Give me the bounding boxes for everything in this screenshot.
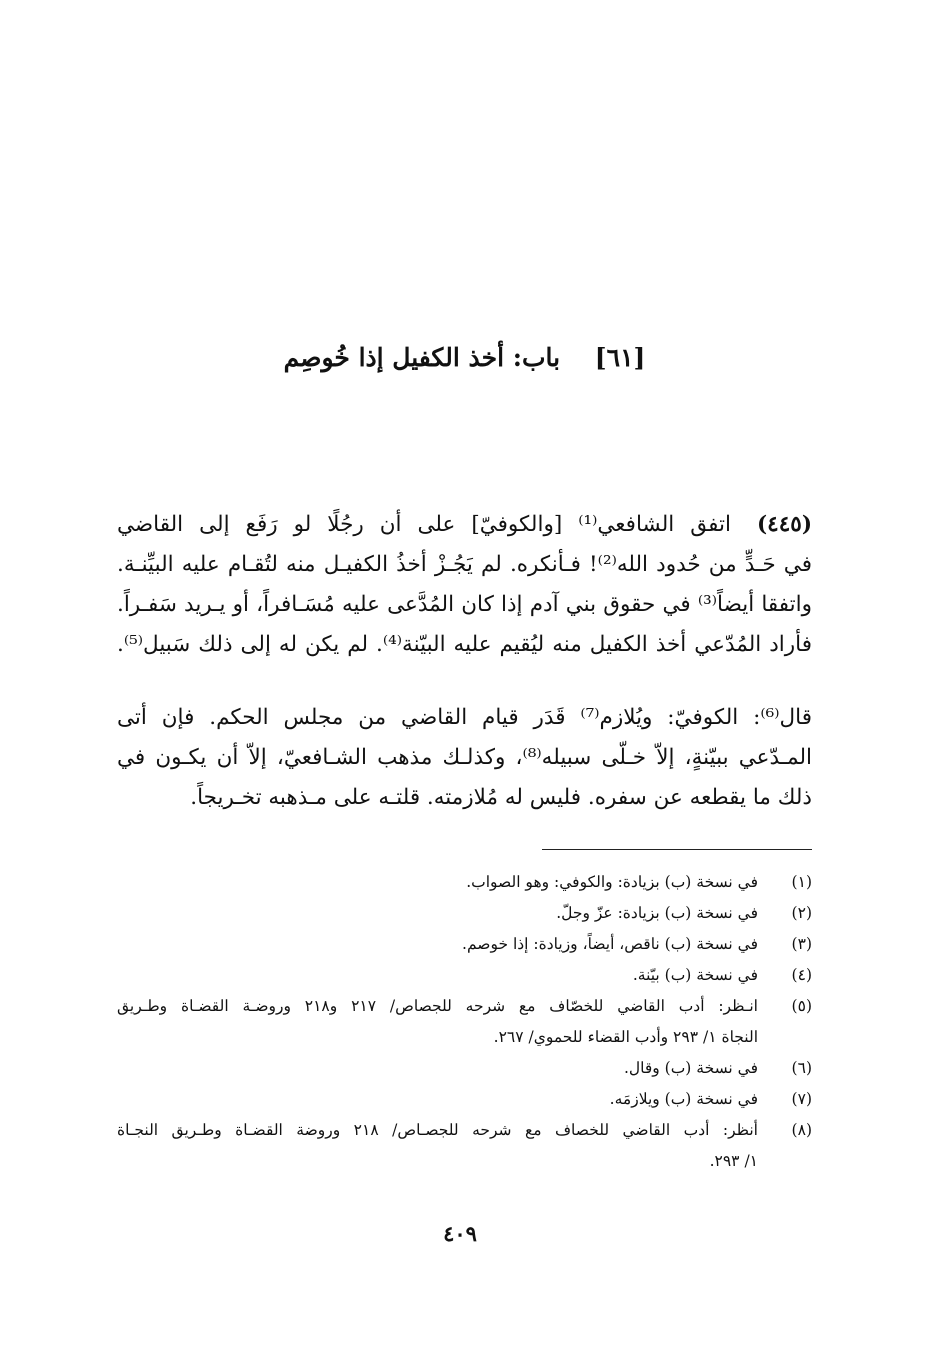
text-line: ذلك ما يقطعه عن سفره. فليس له مُلازمته. قلتـه على مـذهبه تخـريجاً. [190, 785, 812, 810]
text-line: قال⁽⁶⁾: الكوفيّ: ويُلازم⁽⁷⁾ قَدَر قيام القاضي من مجلس الحكم. فإن أتى [117, 705, 812, 730]
footnote-text: ١/ ٢٩٣. [709, 1152, 758, 1170]
footnote-text: في نسخة (ب) ويلازمَه. [609, 1090, 758, 1108]
footnote [117, 1115, 812, 1177]
issue-number: (٤٤٥) [756, 512, 812, 537]
line-text: اتفق الشافعي⁽¹⁾ [والكوفيّ] على أن رجُلًا لو رَفَع إلى القاضي [117, 512, 731, 537]
footnote [117, 1053, 812, 1084]
footnote-number: (٨) [791, 1121, 812, 1139]
chapter-title: باب: أخذ الكفيل إذا خُوصِم [283, 343, 561, 372]
text-line: فأراد المُدّعي أخذ الكفيل منه ليُقيم عليه البيّنة⁽⁴⁾. لم يكن له إلى ذلك سَبيل⁽⁵⁾. [117, 632, 812, 657]
text-line [117, 505, 812, 545]
chapter-number: [٦١] [594, 343, 646, 372]
body-paragraph-1 [117, 505, 812, 665]
text-line: في حَـدٍّ من حُدود الله⁽²⁾! فـأنكره. لم يَجُـزْ أخذُ الكفيـل منه لتُقـام عليه البيِّنـة. [117, 552, 812, 577]
footnote-text: في نسخة (ب) بيّنة. [632, 966, 758, 984]
body-paragraph-2 [117, 698, 812, 818]
footnote-text: في نسخة (ب) بزيادة: عزّ وجلّ. [556, 904, 758, 922]
footnote-number: (٣) [791, 935, 812, 953]
footnote-text: النجاة ١/ ٢٩٣ وأدب القضاء للحموي/ ٢٦٧. [493, 1028, 758, 1046]
page-number: ٤٠٩ [443, 1221, 477, 1246]
chapter-heading [200, 338, 729, 378]
footnote-text: انـظر: أدب القاضي للخصّاف مع شرحه للجصاص/ ٢١٧ و٢١٨ وروضـة القضـاة وطـريق [117, 997, 758, 1015]
footnote-text: في نسخة (ب) وقال. [623, 1059, 758, 1077]
footnote [117, 991, 812, 1053]
footnote-number: (٧) [791, 1090, 812, 1108]
text-line: واتفقا أيضاً⁽³⁾ في حقوق بني آدم إذا كان المُدَّعى عليه مُسَـافراً، أو يـريد سَفـراً. [117, 592, 812, 617]
footnote-text: في نسخة (ب) بزيادة: والكوفي: وهو الصواب. [466, 873, 758, 891]
footnote [117, 1084, 812, 1115]
footnote [117, 898, 812, 929]
footnotes [117, 867, 812, 1177]
footnote-number: (٥) [791, 997, 812, 1015]
footnote [117, 960, 812, 991]
footnote-number: (٤) [791, 966, 812, 984]
text-line: المـدّعي ببيّنةٍ، إلاّ خـلّى سبيله⁽⁸⁾، وكذلـك مذهب الشـافعيّ، إلاّ أن يكـون في [117, 745, 812, 770]
footnote-number: (١) [791, 873, 812, 891]
footnote-number: (٦) [791, 1059, 812, 1077]
footnote-text: في نسخة (ب) ناقص، أيضاً، وزيادة: إذا خوصم. [462, 935, 758, 953]
footnote [117, 929, 812, 960]
footnote-text: أنظر: أدب القاضي للخصاف مع شرحه للجصـاص/ ٢١٨ وروضة القضـاة وطـريق النجـاة [117, 1121, 758, 1139]
footnote [117, 867, 812, 898]
footnote-number: (٢) [791, 904, 812, 922]
footnote-separator [542, 849, 812, 850]
